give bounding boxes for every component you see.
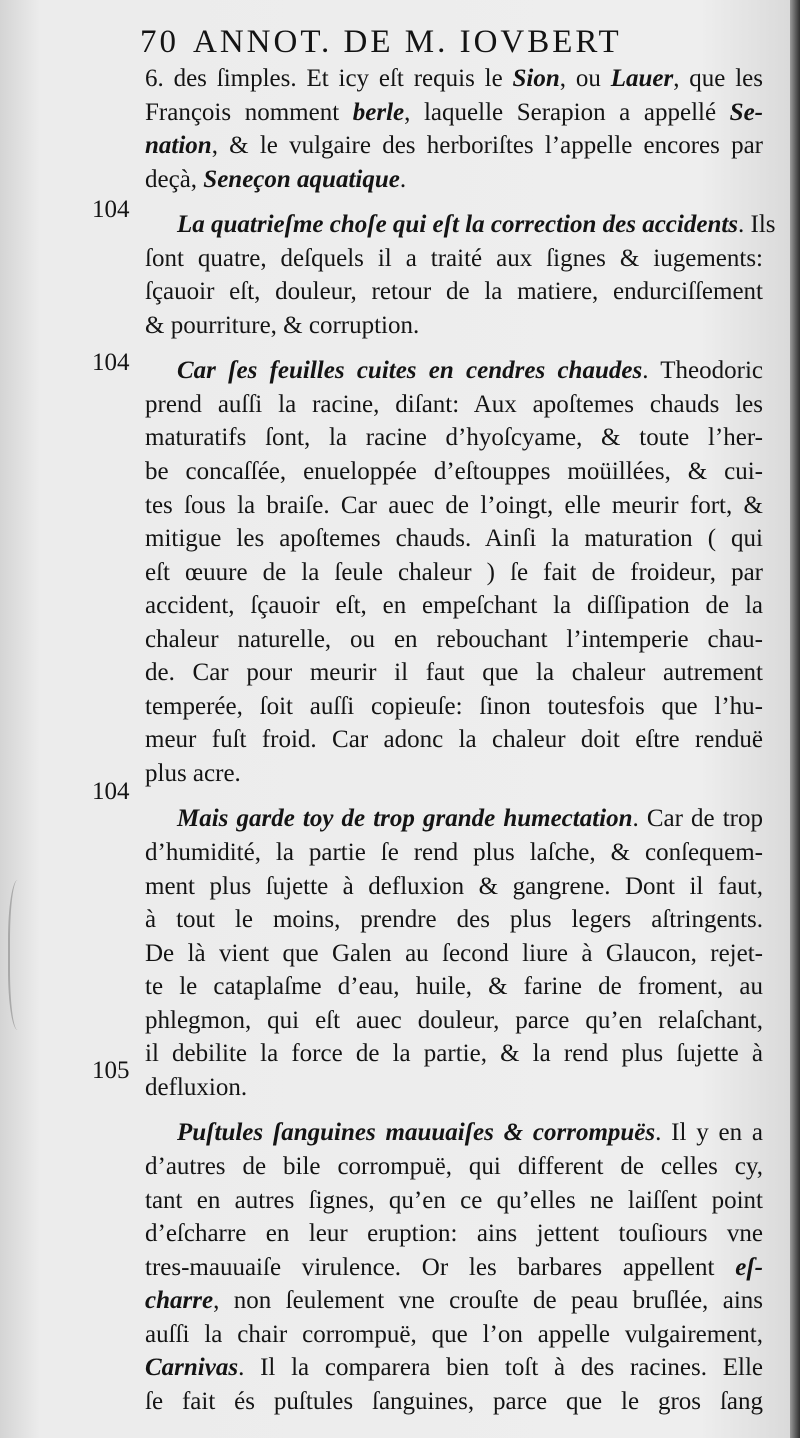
paragraph — [145, 354, 763, 790]
text-line — [145, 1071, 763, 1105]
text-line — [145, 1284, 763, 1318]
text-span: . Il y en a — [655, 1119, 764, 1147]
italic-span: Puſtules ſanguines mauuaiſes & corrompuës — [177, 1119, 656, 1147]
text-span: chaleur naturelle, ou en rebouchant l’intemperie chau- — [145, 625, 763, 653]
paragraph — [145, 208, 776, 342]
text-line — [145, 309, 763, 343]
italic-span: Lauer — [610, 65, 674, 92]
text-line — [145, 275, 763, 309]
text-line — [145, 129, 763, 163]
text-span: auſſi la chair corrompuë, que l’on appelle vulgairement, — [145, 1320, 763, 1348]
text-line — [145, 623, 763, 657]
text-span: & pourriture, & corruption. — [145, 311, 420, 339]
text-line — [145, 556, 763, 590]
text-span: defluxion. — [145, 1073, 248, 1101]
italic-span: eſ- — [735, 1253, 763, 1281]
text-span: plus acre. — [145, 759, 241, 787]
text-line — [145, 1150, 763, 1184]
text-span: d’eſcharre en leur eruption: ains jettent touſiours vne — [145, 1220, 763, 1248]
text-line — [145, 836, 763, 870]
text-span: d’autres de bile corrompuë, qui different de celles cy, — [145, 1152, 763, 1180]
paragraph-gap — [145, 342, 763, 354]
text-span: prend auſſi la racine, diſant: Aux apoſtemes chauds les — [145, 390, 763, 418]
text-line — [145, 208, 776, 242]
text-line — [145, 937, 763, 971]
text-span: ſe fait és puſtules ſanguines, parce que le gros ſang — [145, 1387, 763, 1415]
italic-span: La quatrieſme choſe qui eſt la correction des accidents — [177, 211, 739, 239]
italic-span: Sion — [512, 65, 560, 92]
text-span: , non ſeulement vne crouſte de peau bruſlée, ains — [213, 1287, 763, 1315]
text-line — [145, 757, 763, 791]
text-span: . Theodoric — [642, 357, 763, 385]
paragraph-gap — [145, 790, 763, 802]
text-line — [145, 870, 763, 904]
text-line — [145, 589, 763, 623]
text-line — [145, 970, 763, 1004]
text-span: 6. des ſimples. Et icy eſt requis le — [145, 65, 513, 92]
text-span: deçà, — [145, 165, 204, 193]
text-span: phlegmon, qui eſt auec douleur, parce qu’en relaſchant, — [145, 1006, 763, 1034]
body-text — [145, 62, 776, 1418]
text-line — [145, 163, 763, 197]
text-line — [145, 1037, 763, 1071]
text-line — [145, 903, 763, 937]
text-span: te le cataplaſme d’eau, huile, & farine de froment, au — [145, 973, 763, 1001]
text-line — [145, 690, 763, 724]
paragraph — [145, 62, 763, 196]
italic-span: Seneçon aquatique — [203, 165, 400, 193]
text-span: . Il la comparera bien toſt à des racines. Elle — [238, 1354, 763, 1382]
text-span: ment plus ſujette à defluxion & gangrene. Dont il faut, — [145, 872, 763, 900]
text-line — [145, 96, 763, 130]
text-line — [145, 656, 763, 690]
margin-number: 104 — [92, 778, 130, 805]
text-span: be concaſſée, enueloppée d’eſtouppes moüillées, & cui- — [145, 458, 763, 486]
text-line — [145, 242, 763, 276]
text-line — [145, 1116, 763, 1150]
text-span: . Ils — [738, 211, 776, 239]
italic-span: nation — [145, 132, 212, 160]
text-span: De là vient que Galen au ſecond liure à Glaucon, rejet- — [145, 939, 763, 967]
paragraph — [145, 1116, 763, 1418]
running-title: ANNOT. DE M. IOVBERT — [193, 24, 622, 60]
text-span: mitigue les apoſtemes chauds. Ainſi la maturation ( qui — [145, 525, 763, 553]
italic-span: Car ſes feuilles cuites en cendres chaudes — [177, 357, 643, 385]
text-line — [145, 723, 763, 757]
text-span: eſt œuure de la ſeule chaleur ) ſe fait de froideur, par — [145, 558, 763, 586]
text-span: . — [399, 165, 407, 193]
text-span: , & le vulgaire des herboriſtes l’appelle encores par — [211, 132, 763, 160]
text-span: , que les — [673, 65, 763, 92]
text-span: il debilite la force de la partie, & la rend plus ſujette à — [145, 1040, 763, 1068]
italic-span: Mais garde toy de trop grande humectation — [177, 805, 633, 833]
text-span: maturatifs ſont, la racine d’hyoſcyame, & toute l’her- — [145, 424, 763, 452]
text-line — [145, 1251, 763, 1285]
text-span: ſont quatre, deſquels il a traité aux ſignes & iugements: — [145, 244, 763, 272]
page-edge-shadow — [790, 0, 800, 1438]
text-span: meur fuſt froid. Car adonc la chaleur doit eſtre renduë — [145, 726, 763, 754]
running-header — [140, 22, 700, 62]
text-line — [145, 802, 763, 836]
text-line — [145, 1184, 763, 1218]
text-line — [145, 388, 763, 422]
text-line — [145, 354, 763, 388]
text-span: à tout le moins, prendre des plus legers aſtringents. — [145, 906, 763, 934]
margin-number: 104 — [92, 196, 130, 223]
paragraph-gap — [145, 196, 763, 208]
text-span: de. Car pour meurir il faut que la chaleur autrement — [145, 659, 763, 687]
text-line — [145, 1004, 763, 1038]
text-span: accident, ſçauoir eſt, en empeſchant la diſſipation de la — [145, 592, 763, 620]
text-line — [145, 522, 763, 556]
text-line — [145, 455, 763, 489]
italic-span: berle — [352, 98, 405, 126]
text-span: , ou — [559, 65, 611, 92]
text-span: d’humidité, la partie ſe rend plus laſche, & conſequem- — [145, 839, 763, 867]
text-line — [145, 62, 763, 96]
margin-number: 105 — [92, 1057, 130, 1084]
text-line — [145, 1318, 763, 1352]
text-line — [145, 1217, 763, 1251]
italic-span: Se- — [729, 98, 763, 126]
text-span: ſçauoir eſt, douleur, retour de la matiere, endurciſſement — [145, 278, 763, 306]
text-span: temperée, ſoit auſſi copieuſe: ſinon toutesfois que l’hu- — [145, 692, 763, 720]
paragraph-gap — [145, 1104, 763, 1116]
text-span: tes ſous la braiſe. Car auec de l’oingt, elle meurir fort, & — [145, 491, 763, 519]
paragraph — [145, 802, 763, 1104]
text-line — [145, 1385, 763, 1419]
text-span: tant en autres ſignes, qu’en ce qu’elles ne laiſſent point — [145, 1186, 763, 1214]
italic-span: Carnivas — [145, 1354, 239, 1382]
page-number: 70 — [140, 24, 179, 60]
text-span: . Car de trop — [632, 805, 763, 833]
text-line — [145, 421, 763, 455]
page-stain — [8, 880, 32, 1030]
text-span: tres-mauuaiſe virulence. Or les barbares appellent — [145, 1253, 736, 1281]
text-span: François nomment — [145, 98, 353, 126]
text-span: , laquelle Serapion a appellé — [404, 98, 730, 126]
text-line — [145, 1351, 763, 1385]
text-line — [145, 489, 763, 523]
margin-number: 104 — [92, 349, 130, 376]
italic-span: charre — [145, 1287, 214, 1315]
